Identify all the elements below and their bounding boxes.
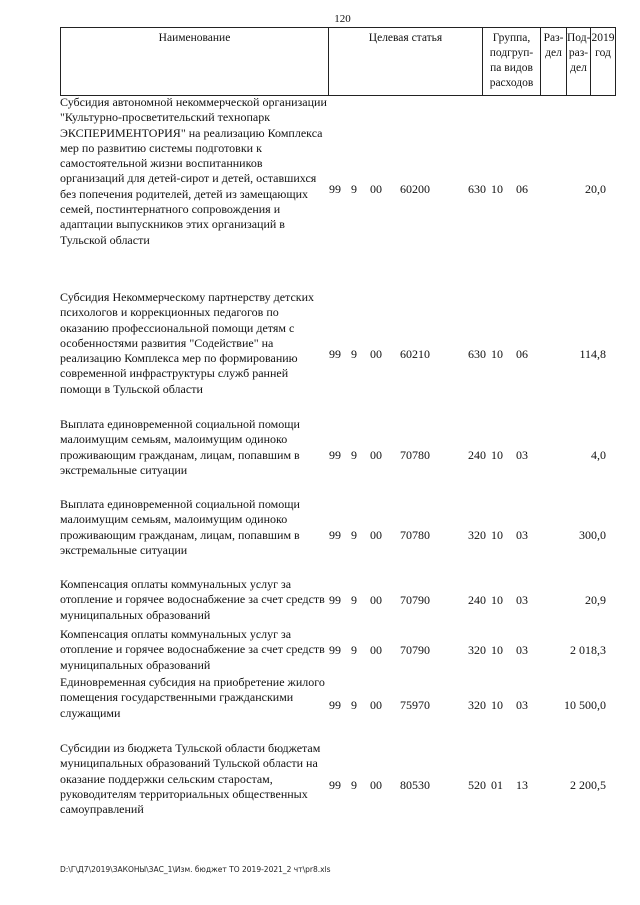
code-part-2: 9 bbox=[351, 778, 357, 792]
code-part-2: 9 bbox=[351, 347, 357, 361]
row-name: Выплата единовременной социальной помощи малоимущим семьям, малоимущим одиноко проживающим гражданам, лицам, попавшим в экстремальные ситуации bbox=[60, 497, 300, 557]
code-part-2: 9 bbox=[351, 528, 357, 542]
row-name: Компенсация оплаты коммунальных услуг за отопление и горячее водоснабжение за счет средств муниципальных образований bbox=[60, 627, 325, 672]
code-part-4: 70790 bbox=[400, 643, 430, 657]
row-name: Единовременная субсидия на приобретение жилого помещения государственными гражданскими служащими bbox=[60, 675, 325, 720]
code-part-3: 00 bbox=[370, 448, 382, 462]
code-part-3: 00 bbox=[370, 698, 382, 712]
amount: 2 018,3 bbox=[570, 643, 606, 657]
row-name: Выплата единовременной социальной помощи малоимущим семьям, малоимущим одиноко проживающим гражданам, лицам, попавшим в экстремальные ситуации bbox=[60, 417, 300, 477]
amount: 4,0 bbox=[591, 448, 606, 462]
code-part-4: 75970 bbox=[400, 698, 430, 712]
subsection: 03 bbox=[516, 593, 528, 607]
header-year: 2019 год bbox=[591, 32, 615, 59]
expense-group: 240 bbox=[468, 448, 486, 462]
section: 10 bbox=[491, 698, 503, 712]
amount: 10 500,0 bbox=[564, 698, 606, 712]
subsection: 03 bbox=[516, 528, 528, 542]
amount: 20,0 bbox=[585, 182, 606, 196]
amount: 300,0 bbox=[579, 528, 606, 542]
section: 10 bbox=[491, 182, 503, 196]
page-number: 120 bbox=[334, 13, 351, 25]
code-part-2: 9 bbox=[351, 448, 357, 462]
code-part-4: 80530 bbox=[400, 778, 430, 792]
code-part-2: 9 bbox=[351, 182, 357, 196]
amount: 20,9 bbox=[585, 593, 606, 607]
code-part-3: 00 bbox=[370, 643, 382, 657]
code-part-1: 99 bbox=[329, 698, 341, 712]
header-name: Наименование bbox=[61, 28, 329, 95]
expense-group: 630 bbox=[468, 182, 486, 196]
code-part-3: 00 bbox=[370, 593, 382, 607]
code-part-1: 99 bbox=[329, 778, 341, 792]
code-part-1: 99 bbox=[329, 182, 341, 196]
section: 10 bbox=[491, 643, 503, 657]
subsection: 03 bbox=[516, 448, 528, 462]
code-part-2: 9 bbox=[351, 643, 357, 657]
code-part-4: 60200 bbox=[400, 182, 430, 196]
header-target-article: Целевая статья bbox=[329, 28, 483, 95]
header-section: Раз- дел bbox=[541, 28, 567, 95]
code-part-4: 60210 bbox=[400, 347, 430, 361]
expense-group: 520 bbox=[468, 778, 486, 792]
code-part-3: 00 bbox=[370, 347, 382, 361]
section: 10 bbox=[491, 347, 503, 361]
amount: 114,8 bbox=[579, 347, 606, 361]
subsection: 03 bbox=[516, 698, 528, 712]
row-name: Субсидии из бюджета Тульской области бюджетам муниципальных образований Тульской области на оказание поддержки сельским старостам, руководителям территориальных общественных самоуправлений bbox=[60, 741, 321, 817]
row-name: Компенсация оплаты коммунальных услуг за отопление и горячее водоснабжение за счет средств муниципальных образований bbox=[60, 577, 325, 622]
code-part-4: 70780 bbox=[400, 448, 430, 462]
section: 10 bbox=[491, 448, 503, 462]
code-part-2: 9 bbox=[351, 698, 357, 712]
expense-group: 240 bbox=[468, 593, 486, 607]
code-part-4: 70780 bbox=[400, 528, 430, 542]
section: 10 bbox=[491, 593, 503, 607]
code-part-1: 99 bbox=[329, 528, 341, 542]
code-part-3: 00 bbox=[370, 778, 382, 792]
amount: 2 200,5 bbox=[570, 778, 606, 792]
subsection: 06 bbox=[516, 347, 528, 361]
file-path-footer: D:\Г\Д7\2019\ЗАКОНЫ\ЗАС_1\Изм. бюджет ТО 2019-2021_2 чт\pr8.xls bbox=[60, 865, 331, 874]
row-name: Субсидия автономной некоммерческой организации "Культурно-просветительский технопарк ЭКСПЕРИМЕНТОРИЯ" на реализацию Комплекса мер по развитию системы подготовки к самостоятельной жизни воспитанников организаций для детей-сирот и детей, оставшихся без попечения родителей, детей из замещающих семей, постинтернатного сопровождения и адаптации выпускников этих организаций в Тульской области bbox=[60, 95, 327, 247]
code-part-1: 99 bbox=[329, 643, 341, 657]
section: 01 bbox=[491, 778, 503, 792]
subsection: 13 bbox=[516, 778, 528, 792]
header-expense-group: Группа, подгруп- па видов расходов bbox=[483, 28, 541, 95]
code-part-1: 99 bbox=[329, 448, 341, 462]
header-subsection: Под- раз- дел bbox=[567, 28, 591, 95]
code-part-3: 00 bbox=[370, 182, 382, 196]
code-part-4: 70790 bbox=[400, 593, 430, 607]
expense-group: 320 bbox=[468, 698, 486, 712]
section: 10 bbox=[491, 528, 503, 542]
expense-group: 630 bbox=[468, 347, 486, 361]
expense-group: 320 bbox=[468, 643, 486, 657]
code-part-1: 99 bbox=[329, 593, 341, 607]
subsection: 03 bbox=[516, 643, 528, 657]
table-header bbox=[60, 27, 616, 96]
row-name: Субсидия Некоммерческому партнерству детских психологов и коррекционных педагогов по оказанию профессиональной помощи детям с особенностями развития "Содействие" на реализацию Комплекса мер по формированию современной инфраструктуры служб ранней помощи в Тульской области bbox=[60, 290, 315, 396]
code-part-2: 9 bbox=[351, 593, 357, 607]
subsection: 06 bbox=[516, 182, 528, 196]
code-part-3: 00 bbox=[370, 528, 382, 542]
code-part-1: 99 bbox=[329, 347, 341, 361]
expense-group: 320 bbox=[468, 528, 486, 542]
